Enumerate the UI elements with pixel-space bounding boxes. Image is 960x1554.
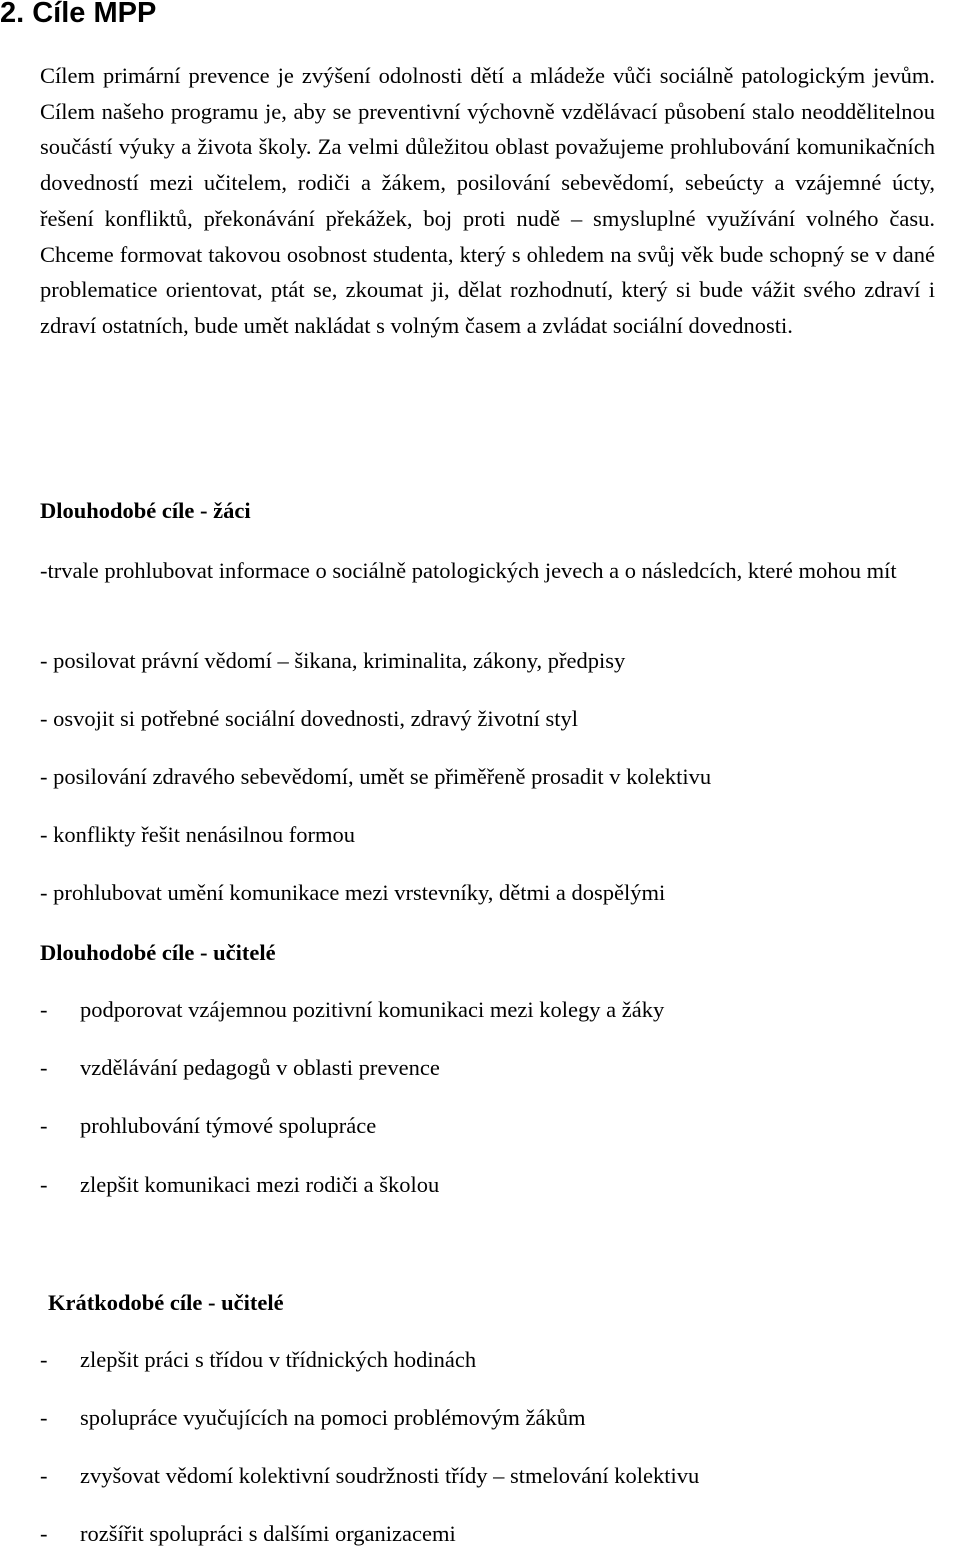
heading-long-term-teachers: Dlouhodobé cíle - učitelé [40,940,276,965]
heading-short-term-teachers: Krátkodobé cíle - učitelé [48,1290,284,1315]
list-item-text: podporovat vzájemnou pozitivní komunikaci mezi kolegy a žáky [80,997,665,1022]
list-item [0,1172,880,1202]
list-item [0,1405,880,1435]
list-item: - prohlubovat umění komunikace mezi vrstevníky, dětmi a dospělými [40,880,666,905]
intro-paragraph: Cílem primární prevence je zvýšení odolnosti dětí a mládeže vůči sociálně patologickým jevům. Cílem našeho programu je, aby se preventivní výchovně vzdělávací působení stalo neoddělitelnou součástí výuky a života školy. Za velmi důležitou oblast považujeme prohlubování komunikačních dovedností mezi učitelem, rodiči a žákem, posilování sebevědomí, sebeúcty a vzájemné úcty, řešení konfliktů, překonávání překážek, boj proti nudě – smysluplné využívání volného času. Chceme formovat takovou osobnost studenta, který s ohledem na svůj věk bude schopný se v dané problematice orientovat, ptát se, zkoumat ji, dělat rozhodnutí, který si bude vážit svého zdraví i zdraví ostatních, bude umět nakládat s volným časem a zvládat sociální dovednosti. [40,63,935,338]
list-item-text: zvyšovat vědomí kolektivní soudržnosti třídy – stmelování kolektivu [80,1463,700,1488]
list-dash: - [40,1405,48,1430]
list-item: - posilovat právní vědomí – šikana, kriminalita, zákony, předpisy [40,648,626,673]
list-item-text: zlepšit práci s třídou v třídnických hodinách [80,1347,477,1372]
list-dash: - [40,1347,48,1372]
section-title: 2. Cíle MPP [0,0,157,29]
list-dash: - [40,1463,48,1488]
list-item-text: spolupráce vyučujících na pomoci problémovým žákům [80,1405,586,1430]
list-item [0,1113,880,1143]
list-item [0,1055,880,1085]
list-item-text: zlepšit komunikaci mezi rodiči a školou [80,1172,440,1197]
list-item: - posilování zdravého sebevědomí, umět se přiměřeně prosadit v kolektivu [40,764,712,789]
list-dash: - [40,997,48,1022]
list-item: -trvale prohlubovat informace o sociálně patologických jevech a o následcích, které mohou mít [40,558,897,583]
heading-long-term-students: Dlouhodobé cíle - žáci [40,498,251,523]
list-item: - konflikty řešit nenásilnou formou [40,822,355,847]
list-dash: - [40,1172,48,1197]
list-dash: - [40,1113,48,1138]
list-item [0,1463,880,1493]
list-item [0,1347,880,1377]
list-item: - osvojit si potřebné sociální dovednosti, zdravý životní styl [40,706,579,731]
list-dash: - [40,1055,48,1080]
list-dash: - [40,1521,48,1546]
list-item [0,1521,880,1551]
list-item-text: rozšířit spolupráci s dalšími organizacemi [80,1521,456,1546]
list-item-text: vzdělávání pedagogů v oblasti prevence [80,1055,440,1080]
list-item-text: prohlubování týmové spolupráce [80,1113,377,1138]
list-item [0,997,880,1027]
